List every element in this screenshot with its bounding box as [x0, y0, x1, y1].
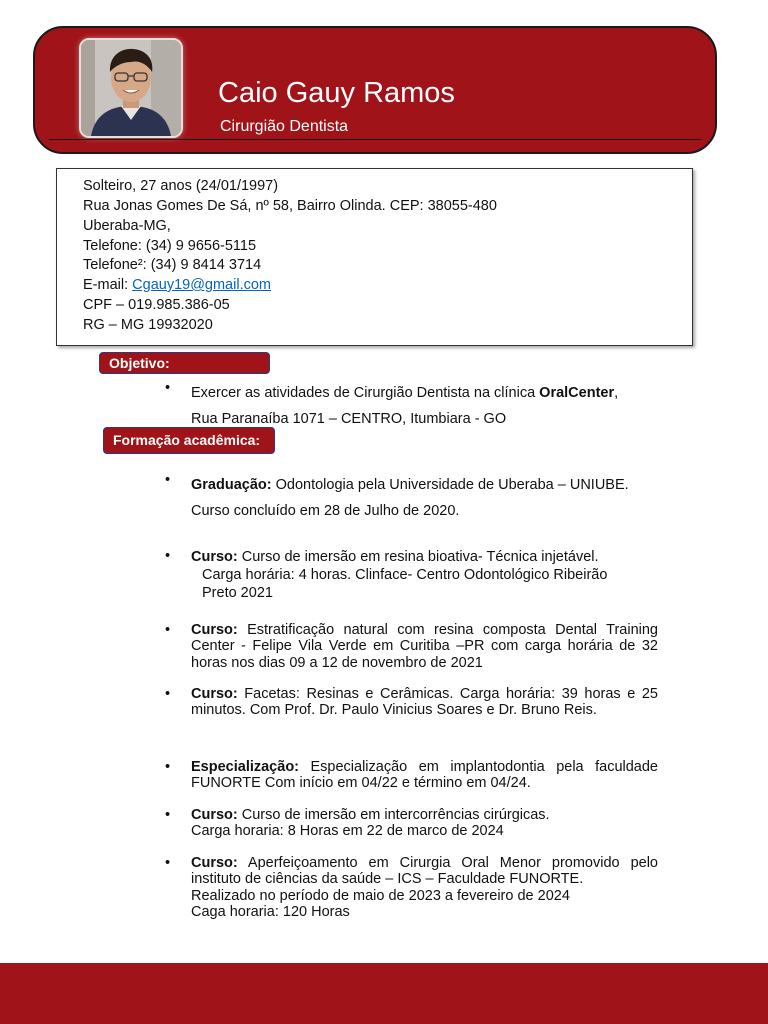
- education-item-course-5: Curso: Aperfeiçoamento em Cirurgia Oral Menor promovido pelo instituto de ciências da saúde – ICS – Faculdade FUNORTE. Realizado no período de maio de 2023 a fevereiro de 2024 Caga horaria: 120 Horas: [191, 855, 658, 920]
- personal-info-box: [56, 168, 693, 346]
- bullet: •: [165, 622, 171, 638]
- bullet: •: [165, 855, 171, 871]
- education-heading: Formação acadêmica:: [103, 427, 275, 454]
- email-line: [83, 277, 271, 293]
- phone2-line: Telefone²: (34) 9 8414 3714: [83, 257, 262, 273]
- profile-photo: [79, 38, 183, 138]
- bullet: •: [165, 548, 171, 564]
- education-item-course-3: Curso: Facetas: Resinas e Cerâmicas. Carga horária: 39 horas e 25 minutos. Com Prof. Dr. Paulo Vinicius Soares e Dr. Bruno Reis.: [191, 686, 658, 719]
- bullet: •: [165, 472, 171, 488]
- education-item-specialization: Especialização: Especialização em implantodontia pela faculdade FUNORTE Com início em 04/22 e término em 04/24.: [191, 759, 658, 792]
- candidate-name: Caio Gauy Ramos: [218, 77, 455, 109]
- rg-line: RG – MG 19932020: [83, 317, 213, 333]
- candidate-title: Cirurgião Dentista: [220, 118, 349, 135]
- cpf-line: CPF – 019.985.386-05: [83, 297, 230, 313]
- email-link[interactable]: Cgauy19@gmail.com: [132, 277, 271, 293]
- footer-bar: [0, 963, 768, 1024]
- header-divider: [49, 139, 701, 140]
- education-item-graduation: Graduação: Odontologia pela Universidade de Uberaba – UNIUBE. Curso concluído em 28 de Julho de 2020.: [191, 477, 629, 519]
- objective-heading: Objetivo:: [99, 352, 270, 374]
- marital-age-line: Solteiro, 27 anos (24/01/1997): [83, 178, 279, 194]
- address-line: Rua Jonas Gomes De Sá, nº 58, Bairro Olinda. CEP: 38055-480: [83, 198, 497, 214]
- city-line: Uberaba-MG,: [83, 218, 171, 234]
- email-label: E-mail:: [83, 277, 133, 293]
- education-item-course-1: Curso: Curso de imersão em resina bioativa- Técnica injetável. Carga horária: 4 horas. Clinface- Centro Odontológico Ribeirão Preto 2021: [191, 549, 608, 601]
- bullet: •: [165, 759, 171, 775]
- bullet: •: [165, 380, 171, 396]
- bullet: •: [165, 807, 171, 823]
- education-item-course-2: Curso: Estratificação natural com resina composta Dental Training Center - Felipe Vila Verde em Curitiba –PR com carga horária de 32 horas nos dias 09 a 12 de novembro de 2021: [191, 622, 658, 671]
- clinic-name: OralCenter: [539, 385, 615, 401]
- bullet: •: [165, 686, 171, 702]
- phone-line: Telefone: (34) 9 9656-5115: [83, 238, 257, 254]
- header-banner: [33, 26, 717, 154]
- objective-text: Exercer as atividades de Cirurgião Dentista na clínica OralCenter, Rua Paranaíba 1071 – CENTRO, Itumbiara - GO: [191, 385, 619, 427]
- education-item-course-4: Curso: Curso de imersão em intercorrências cirúrgicas. Carga horaria: 8 Horas em 22 de marco de 2024: [191, 807, 550, 840]
